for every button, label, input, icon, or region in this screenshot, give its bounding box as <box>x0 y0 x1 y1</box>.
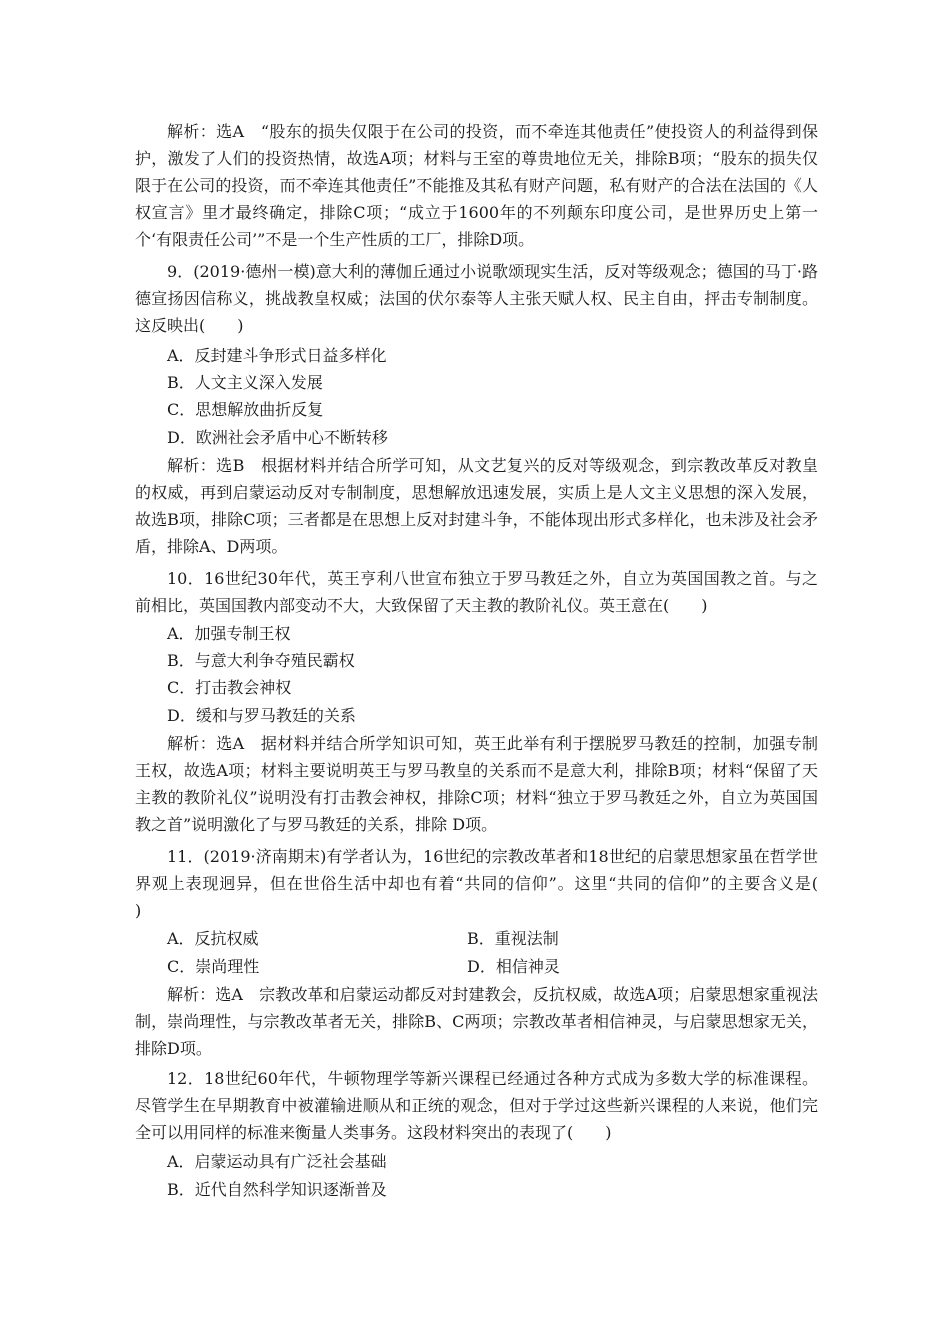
q9-option-a: A．反封建斗争形式日益多样化 <box>167 346 387 365</box>
q10-option-c: C．打击教会神权 <box>167 678 292 697</box>
q11-option-c: C．崇尚理性 <box>167 957 260 976</box>
q9-option-b: B．人文主义深入发展 <box>167 373 323 392</box>
question-11: 11．(2019·济南期末)有学者认为，16世纪的宗教改革者和18世纪的启蒙思想家虽在哲学世界观上表现迥异，但在世俗生活中却也有着“共同的信仰”。这里“共同的信仰”的主要含义是( ) <box>135 847 851 920</box>
explanation-11: 解析：选A 宗教改革和启蒙运动都反对封建教会，反抗权威，故选A项；启蒙思想家重视法制，崇尚理性，与宗教改革者无关，排除B、C两项；宗教改革者相信神灵，与启蒙思想家无关，排除D项。 <box>135 985 818 1058</box>
explanation-9: 解析：选B 根据材料并结合所学可知，从文艺复兴的反对等级观念，到宗教改革反对教皇的权威，再到启蒙运动反对专制制度，思想解放迅速发展，实质上是人文主义思想的深入发展，故选B项，排除C项；三者都是在思想上反对封建斗争，不能体现出形式多样化，也未涉及社会矛盾，排除A、D两项。 <box>135 456 818 556</box>
explanation-10: 解析：选A 据材料并结合所学知识可知，英王此举有利于摆脱罗马教廷的控制，加强专制王权，故选A项；材料主要说明英王与罗马教皇的关系而不是意大利，排除B项；材料“保留了天主教的教阶礼仪”说明没有打击教会神权，排除C项；材料“独立于罗马教廷之外，自立为英国国教之首”说明激化了与罗马教廷的关系，排除 D项。 <box>135 734 818 834</box>
q11-option-d: D．相信神灵 <box>467 957 560 976</box>
q10-option-b: B．与意大利争夺殖民霸权 <box>167 651 355 670</box>
q12-option-b: B．近代自然科学知识逐渐普及 <box>167 1180 387 1199</box>
question-9: 9．(2019·德州一模)意大利的薄伽丘通过小说歌颂现实生活，反对等级观念；德国的马丁·路德宣扬因信称义，挑战教皇权威；法国的伏尔泰等人主张天赋人权、民主自由，抨击专制制度。这反映出( ) <box>135 262 818 335</box>
question-10: 10．16世纪30年代，英王亨利八世宣布独立于罗马教廷之外，自立为英国国教之首。与之前相比，英国国教内部变动不大，大致保留了天主教的教阶礼仪。英王意在( ) <box>135 569 818 615</box>
q11-option-b: B．重视法制 <box>467 929 559 948</box>
question-12: 12．18世纪60年代，牛顿物理学等新兴课程已经通过各种方式成为多数大学的标准课程。尽管学生在早期教育中被灌输进顺从和正统的观念，但对于学过这些新兴课程的人来说，他们完全可以用同样的标准来衡量人类事务。这段材料突出的表现了( ) <box>135 1069 818 1142</box>
q9-option-d: D．欧洲社会矛盾中心不断转移 <box>167 428 388 447</box>
q10-option-d: D．缓和与罗马教廷的关系 <box>167 706 356 725</box>
q9-option-c: C．思想解放曲折反复 <box>167 400 324 419</box>
q10-option-a: A．加强专制王权 <box>167 624 291 643</box>
q12-option-a: A．启蒙运动具有广泛社会基础 <box>167 1152 387 1171</box>
q11-option-a: A．反抗权威 <box>167 929 259 948</box>
explanation-8: 解析：选A “股东的损失仅限于在公司的投资，而不牵连其他责任”使投资人的利益得到保护，激发了人们的投资热情，故选A项；材料与王室的尊贵地位无关，排除B项；“股东的损失仅限于在公司的投资，而不牵连其他责任”不能推及其私有财产问题，私有财产的合法在法国的《人权宣言》里才最终确定，排除C项；“成立于1600年的不列颠东印度公司，是世界历史上第一个‘有限责任公司’”不是一个生产性质的工厂，排除D项。 <box>135 122 818 249</box>
